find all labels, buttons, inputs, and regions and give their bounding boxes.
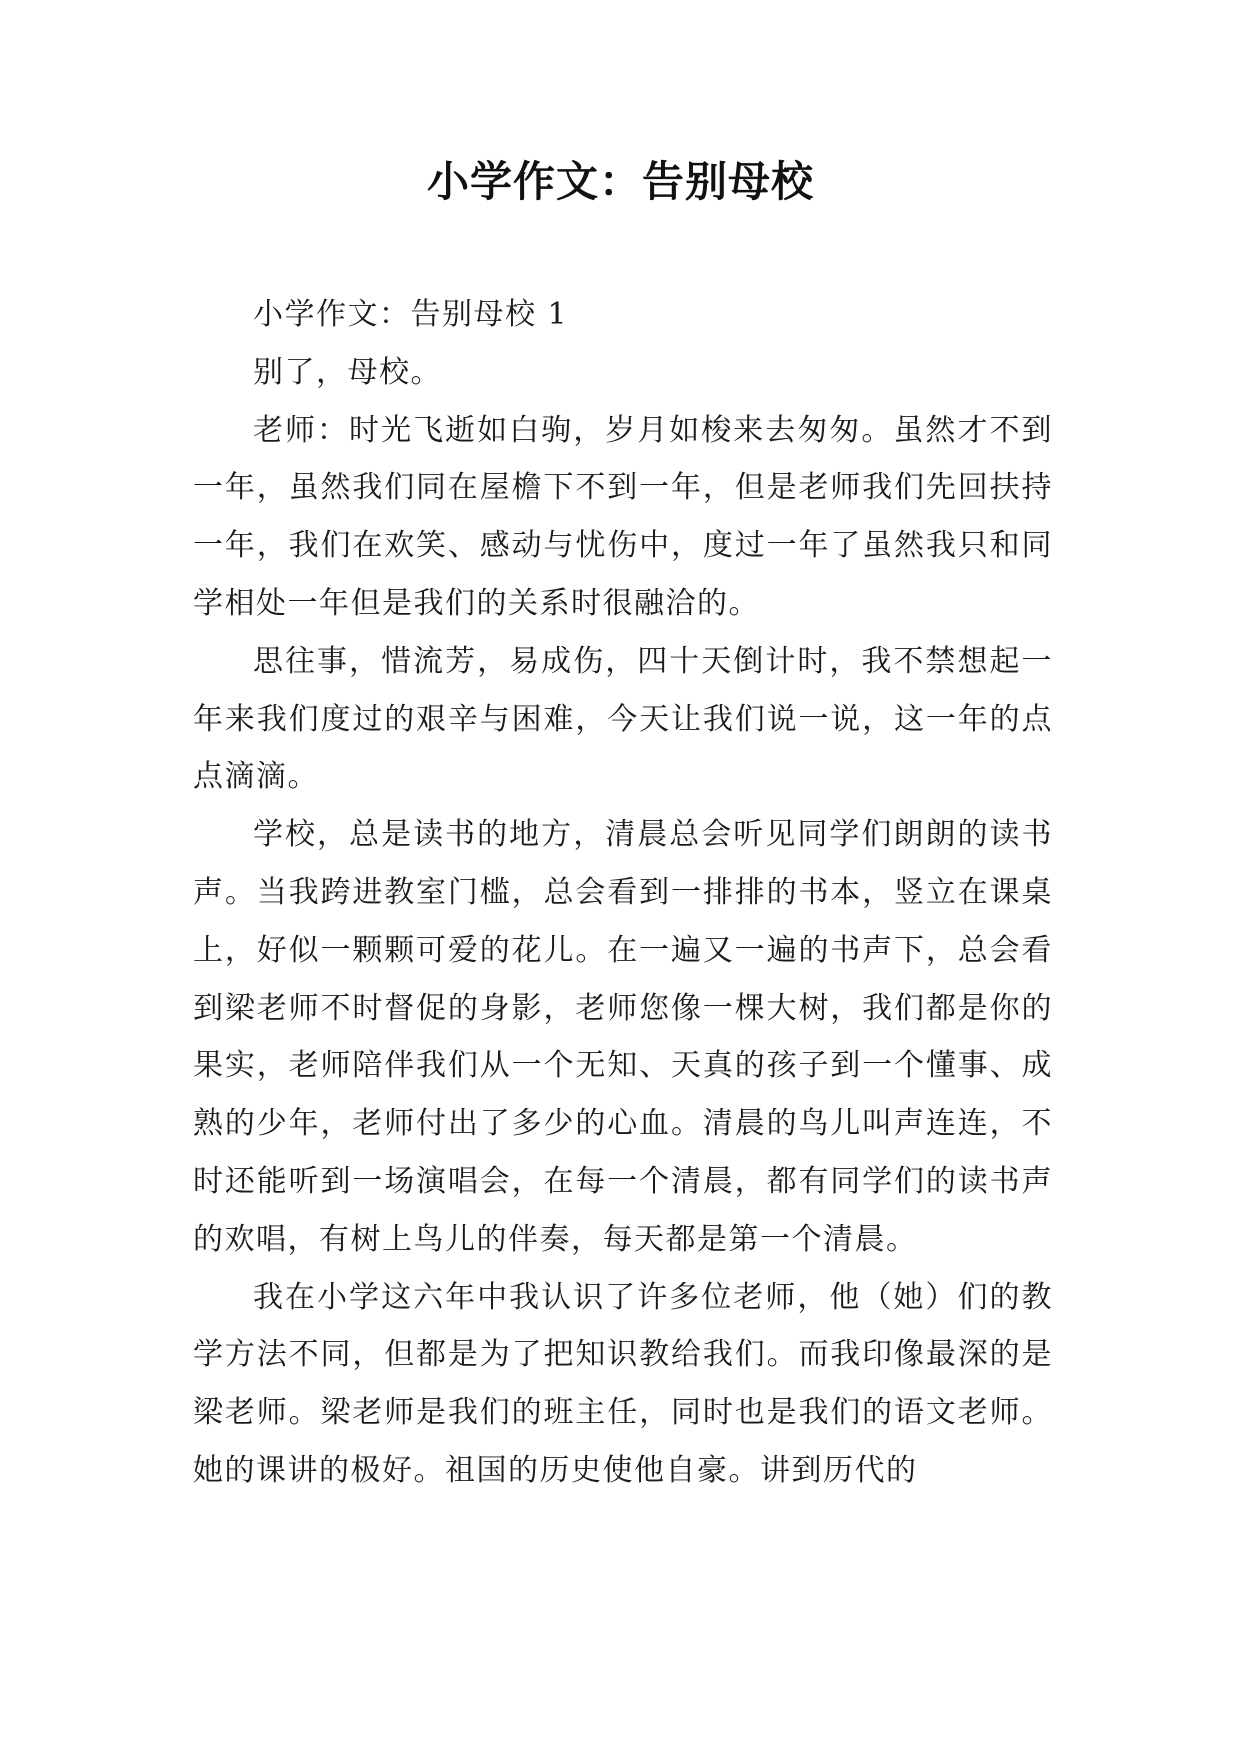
paragraph: 我在小学这六年中我认识了许多位老师，他（她）们的教学方法不同，但都是为了把知识教给我们。而我印像最深的是梁老师。梁老师是我们的班主任，同时也是我们的语文老师。她的课讲的极好。祖国的历史使他自豪。讲到历代的: [193, 1279, 1053, 1488]
paragraph: 别了，母校。: [253, 354, 442, 390]
paragraph: 学校，总是读书的地方，清晨总会听见同学们朗朗的读书声。当我跨进教室门槛，总会看到一排排的书本，竖立在课桌上，好似一颗颗可爱的花儿。在一遍又一遍的书声下，总会看到梁老师不时督促的身影，老师您像一棵大树，我们都是你的果实，老师陪伴我们从一个无知、天真的孩子到一个懂事、成熟的少年，老师付出了多少的心血。清晨的鸟儿叫声连连，不时还能听到一场演唱会，在每一个清晨，都有同学们的读书声的欢唱，有树上鸟儿的伴奏，每天都是第一个清晨。: [193, 817, 1053, 1257]
document-body: [193, 286, 1053, 1500]
paragraph-heading: 小学作文：告别母校 1: [253, 297, 569, 332]
paragraph: 思往事，惜流芳，易成伤，四十天倒计时，我不禁想起一年来我们度过的艰辛与困难，今天让我们说一说，这一年的点点滴滴。: [193, 643, 1053, 795]
document-title: 小学作文：告别母校: [426, 157, 814, 206]
paragraph: 老师：时光飞逝如白驹，岁月如梭来去匆匆。虽然才不到一年，虽然我们同在屋檐下不到一年，但是老师我们先回扶持一年，我们在欢笑、感动与忧伤中，度过一年了虽然我只和同学相处一年但是我们的关系时很融洽的。: [193, 412, 1053, 621]
